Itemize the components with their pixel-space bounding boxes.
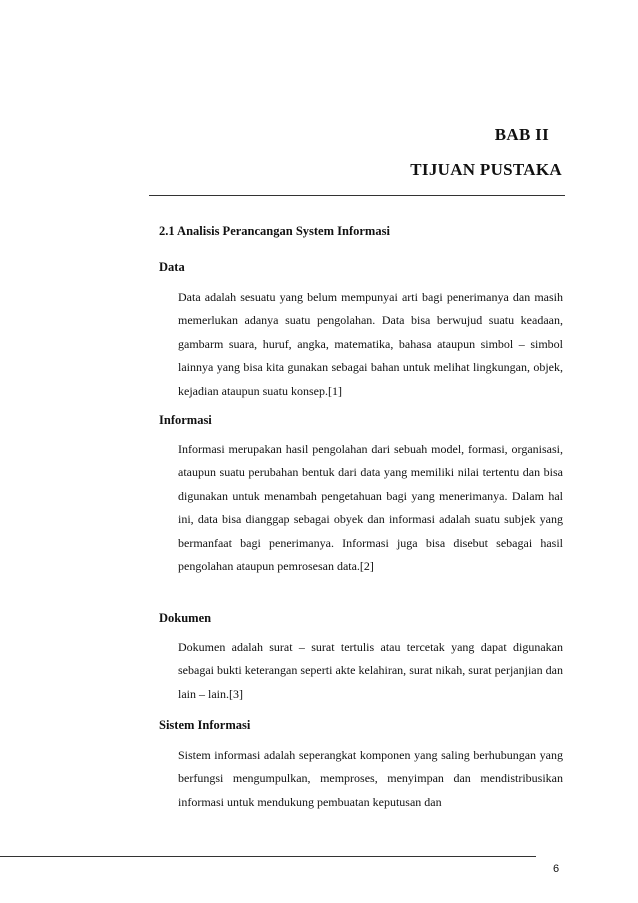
subsection-heading-informasi: Informasi	[159, 413, 212, 427]
chapter-label: BAB II	[494, 125, 549, 144]
subsection-heading-sistem-informasi: Sistem Informasi	[159, 718, 251, 732]
paragraph-sistem-informasi: Sistem informasi adalah seperangkat komponen yang saling berhubungan yang berfungsi mengumpulkan, memproses, menyimpan dan mendistribusikan informasi untuk mendukung pembuatan keputusan dan	[178, 748, 563, 809]
subsection-heading-data: Data	[159, 260, 185, 274]
page-number: 6	[553, 863, 560, 875]
footer-divider	[0, 856, 536, 857]
section-heading: 2.1 Analisis Perancangan System Informasi	[159, 224, 390, 238]
title-divider	[149, 195, 565, 196]
paragraph-dokumen: Dokumen adalah surat – surat tertulis atau tercetak yang dapat digunakan sebagai bukti keterangan seperti akte kelahiran, surat nikah, surat perjanjian dan lain – lain.[3]	[178, 640, 563, 701]
chapter-title: TIJUAN PUSTAKA	[410, 160, 562, 179]
paragraph-data: Data adalah sesuatu yang belum mempunyai arti bagi penerimanya dan masih memerlukan adanya suatu pengolahan. Data bisa berwujud suatu keadaan, gambarm suara, huruf, angka, matematika, bahasa ataupun simbol – simbol lainnya yang bisa kita gunakan sebagai bahan untuk melihat lingkungan, objek, kejadian ataupun suatu konsep.[1]	[178, 290, 563, 398]
subsection-heading-dokumen: Dokumen	[159, 611, 212, 625]
paragraph-informasi: Informasi merupakan hasil pengolahan dari sebuah model, formasi, organisasi, ataupun suatu perubahan bentuk dari data yang memiliki nilai tertentu dan bisa digunakan untuk menambah pengetahuan bagi yang menerimanya. Dalam hal ini, data bisa dianggap sebagai obyek dan informasi adalah suatu subjek yang bermanfaat bagi penerimanya. Informasi juga bisa disebut sebagai hasil pengolahan ataupun pemrosesan data.[2]	[178, 442, 563, 574]
